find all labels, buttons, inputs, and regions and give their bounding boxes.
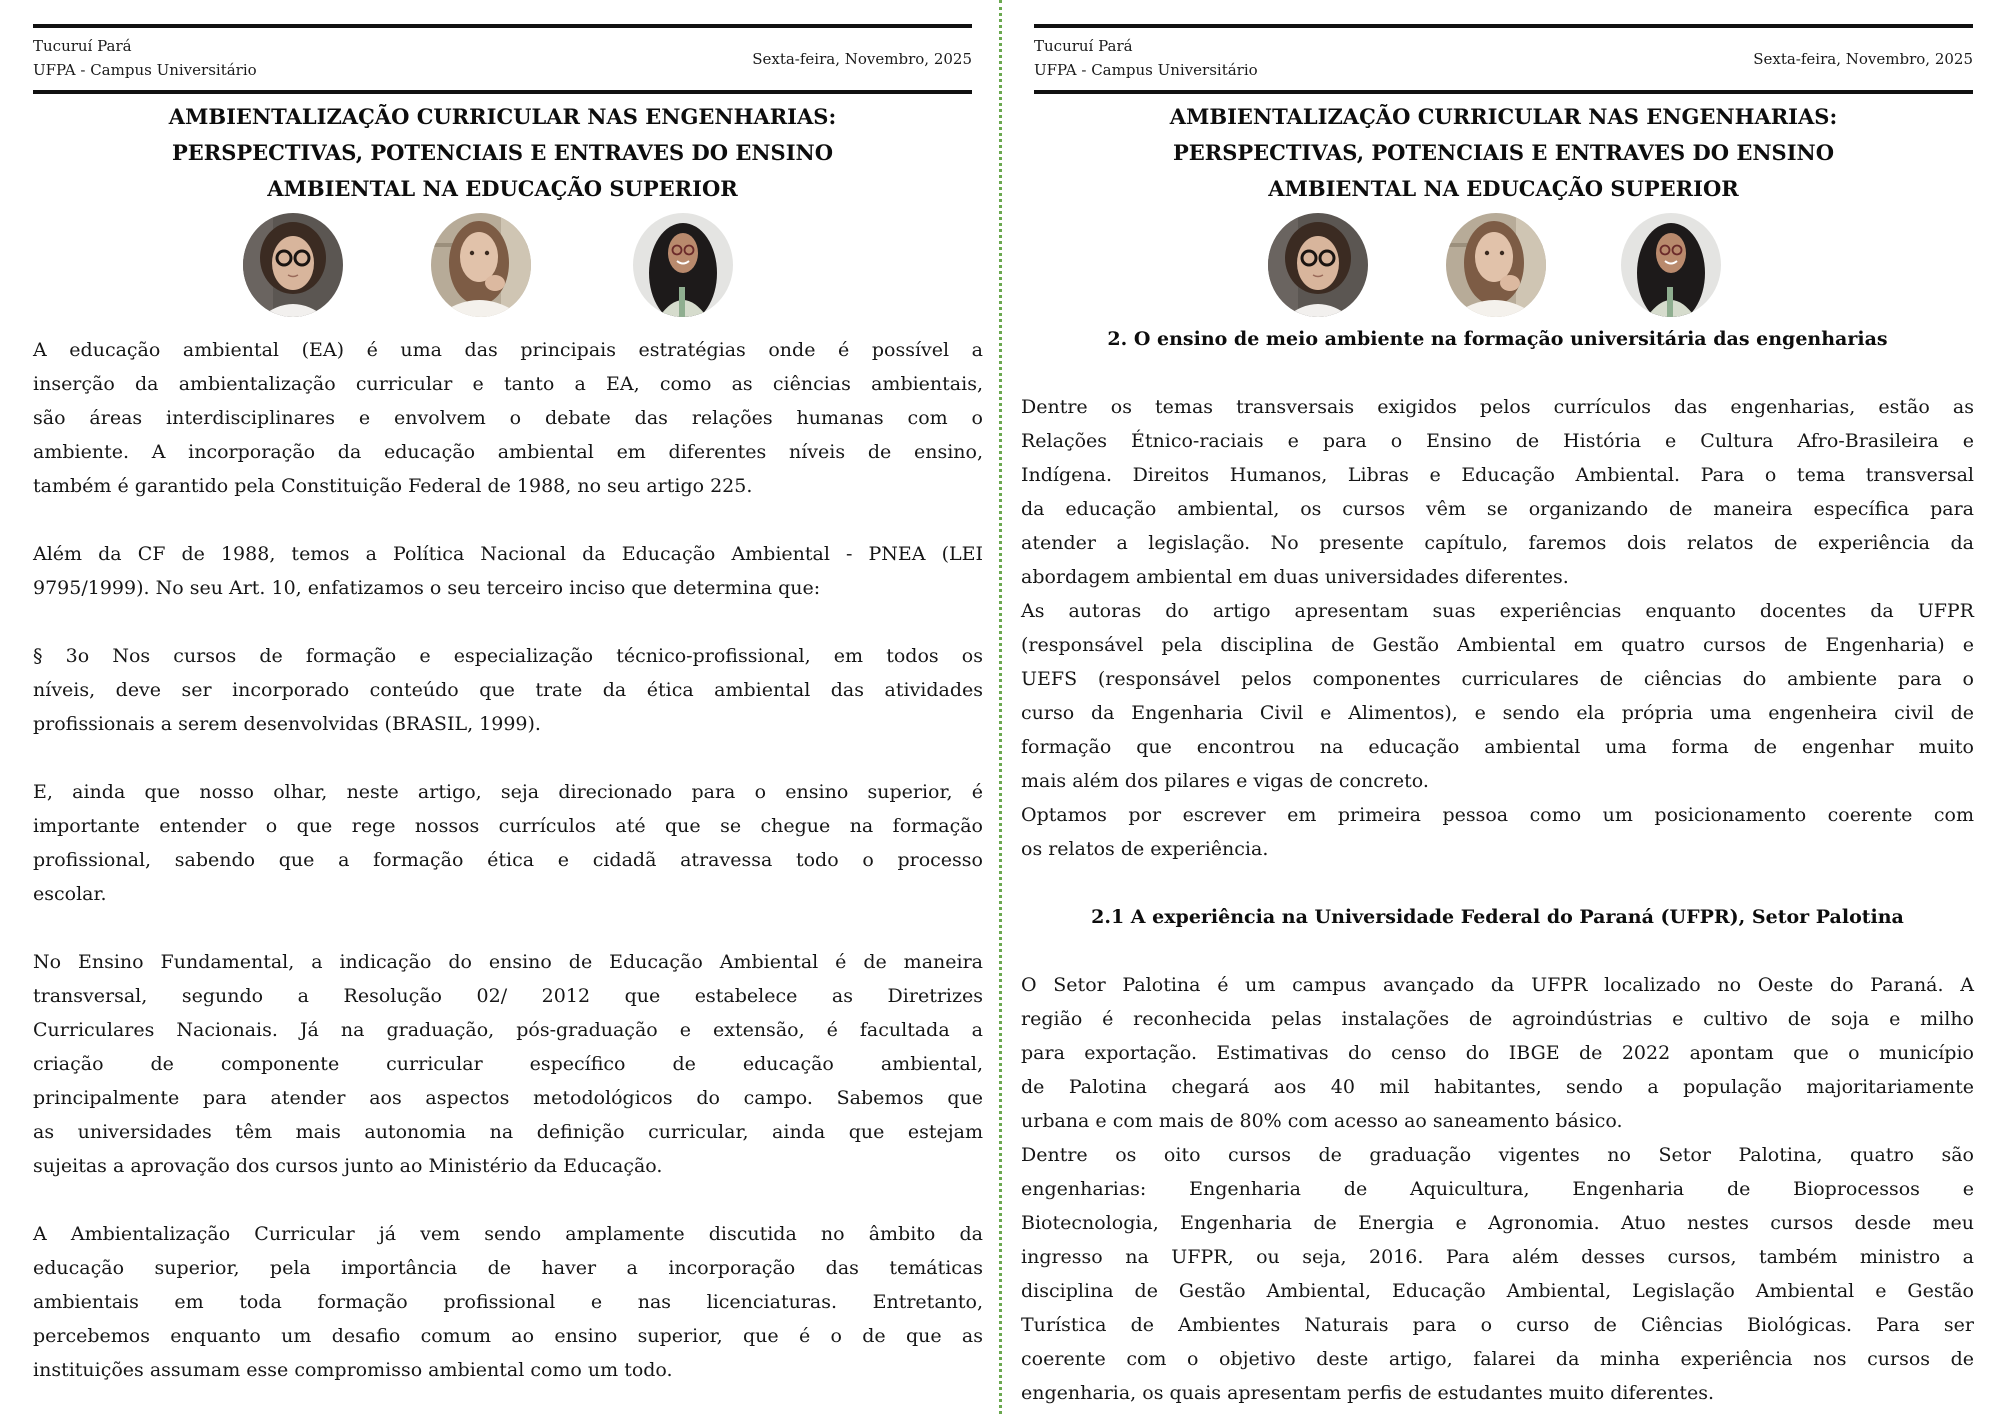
section-2-heading: 2. O ensino de meio ambiente na formação universitária das engenharias xyxy=(1107,328,1888,350)
text-line: profissional, sabendo que a formação ética e cidadã atravessa todo o processo xyxy=(33,849,983,871)
text-line: de Palotina chegará aos 40 mil habitantes, sendo a população majoritariamente xyxy=(1021,1076,1974,1098)
text-line: profissionais a serem desenvolvidas (BRASIL, 1999). xyxy=(33,713,541,735)
text-line: abordagem ambiental em duas universidades diferentes. xyxy=(1021,566,1569,588)
text-line: transversal, segundo a Resolução 02/ 2012 que estabelece as Diretrizes xyxy=(33,985,983,1007)
text-line: Dentre os oito cursos de graduação vigentes no Setor Palotina, quatro são xyxy=(1021,1144,1974,1166)
text-line: engenharia, os quais apresentam perfis de estudantes muito diferentes. xyxy=(1021,1382,1714,1404)
header-date: Sexta-feira, Novembro, 2025 xyxy=(752,50,972,68)
section-2-body xyxy=(1021,390,1974,866)
article-title xyxy=(1034,99,1973,207)
header-top-rule xyxy=(33,24,972,28)
text-line: Dentre os temas transversais exigidos pelos currículos das engenharias, estão as xyxy=(1021,396,1974,418)
text-line: No Ensino Fundamental, a indicação do ensino de Educação Ambiental é de maneira xyxy=(33,951,983,973)
header-date: Sexta-feira, Novembro, 2025 xyxy=(1753,50,1973,68)
header-top-rule xyxy=(1034,24,1973,28)
header-campus: UFPA - Campus Universitário xyxy=(33,61,257,79)
author-photo-3 xyxy=(1621,213,1721,317)
section-2-1-body xyxy=(1021,968,1974,1410)
text-line: Biotecnologia, Engenharia de Energia e Agronomia. Atuo nestes cursos desde meu xyxy=(1021,1212,1974,1234)
right-page xyxy=(1000,0,2000,1414)
text-line: coerente com o objetivo deste artigo, falarei da minha experiência nos cursos de xyxy=(1021,1348,1974,1370)
header-city: Tucuruí Pará xyxy=(1034,37,1133,55)
title-line: AMBIENTALIZAÇÃO CURRICULAR NAS ENGENHARIAS: xyxy=(168,104,837,129)
author-photo-2 xyxy=(1446,213,1546,317)
text-line: atender a legislação. No presente capítulo, faremos dois relatos de experiência da xyxy=(1021,532,1974,554)
paragraph xyxy=(1021,390,1974,594)
text-line: Turística de Ambientes Naturais para o curso de Ciências Biológicas. Para ser xyxy=(1021,1314,1974,1336)
text-line: as universidades têm mais autonomia na definição curricular, ainda que estejam xyxy=(33,1121,983,1143)
text-line: ingresso na UFPR, ou seja, 2016. Para além desses cursos, também ministro a xyxy=(1021,1246,1974,1268)
text-line: Relações Étnico-raciais e para o Ensino de História e Cultura Afro-Brasileira e xyxy=(1021,430,1974,452)
text-line: mais além dos pilares e vigas de concreto. xyxy=(1021,770,1429,792)
text-line: para exportação. Estimativas do censo do IBGE de 2022 apontam que o município xyxy=(1021,1042,1974,1064)
paragraph xyxy=(33,775,983,911)
author-photo-1 xyxy=(243,213,343,317)
text-line: O Setor Palotina é um campus avançado da UFPR localizado no Oeste do Paraná. A xyxy=(1021,974,1974,996)
paragraph xyxy=(33,537,983,605)
text-line: ambiente. A incorporação da educação ambiental em diferentes níveis de ensino, xyxy=(33,441,983,463)
text-line: são áreas interdisciplinares e envolvem o debate das relações humanas com o xyxy=(33,407,983,429)
author-photo-1 xyxy=(1268,213,1368,317)
text-line: E, ainda que nosso olhar, neste artigo, seja direcionado para o ensino superior, é xyxy=(33,781,983,803)
text-line: criação de componente curricular específico de educação ambiental, xyxy=(33,1053,983,1075)
paragraph xyxy=(33,945,983,1183)
text-line: curso da Engenharia Civil e Alimentos), e sendo ela própria uma engenheira civil de xyxy=(1021,702,1974,724)
text-line: níveis, deve ser incorporado conteúdo que trate da ética ambiental das atividades xyxy=(33,679,983,701)
text-line: 9795/1999). No seu Art. 10, enfatizamos o seu terceiro inciso que determina que: xyxy=(33,577,821,599)
header-campus: UFPA - Campus Universitário xyxy=(1034,61,1258,79)
text-line: § 3o Nos cursos de formação e especialização técnico-profissional, em todos os xyxy=(33,645,983,667)
header-bottom-rule xyxy=(1034,90,1973,94)
text-line: (responsável pela disciplina de Gestão Ambiental em quatro cursos de Engenharia) e xyxy=(1021,634,1974,656)
text-line: urbana e com mais de 80% com acesso ao saneamento básico. xyxy=(1021,1110,1623,1132)
text-line: percebemos enquanto um desafio comum ao ensino superior, que é o de que as xyxy=(33,1325,983,1347)
paragraph xyxy=(33,639,983,741)
title-line: AMBIENTAL NA EDUCAÇÃO SUPERIOR xyxy=(267,176,738,201)
text-line: A Ambientalização Curricular já vem sendo amplamente discutida no âmbito da xyxy=(33,1223,983,1245)
title-line: AMBIENTAL NA EDUCAÇÃO SUPERIOR xyxy=(1268,176,1739,201)
text-line: engenharias: Engenharia de Aquicultura, Engenharia de Bioprocessos e xyxy=(1021,1178,1974,1200)
text-line: Além da CF de 1988, temos a Política Nacional da Educação Ambiental - PNEA (LEI xyxy=(33,543,983,565)
text-line: inserção da ambientalização curricular e tanto a EA, como as ciências ambientais, xyxy=(33,373,983,395)
paragraph xyxy=(33,333,983,503)
text-line: As autoras do artigo apresentam suas experiências enquanto docentes da UFPR xyxy=(1021,600,1974,622)
header-location xyxy=(1034,34,1258,82)
paragraph xyxy=(33,1217,983,1387)
text-line: os relatos de experiência. xyxy=(1021,838,1269,860)
paragraph xyxy=(1021,968,1974,1138)
author-photo-2 xyxy=(431,213,531,317)
text-line: sujeitas a aprovação dos cursos junto ao Ministério da Educação. xyxy=(33,1155,663,1177)
paragraph xyxy=(1021,798,1974,866)
text-line: escolar. xyxy=(33,883,107,905)
text-line: Optamos por escrever em primeira pessoa como um posicionamento coerente com xyxy=(1021,804,1974,826)
header-bottom-rule xyxy=(33,90,972,94)
text-line: importante entender o que rege nossos currículos até que se chegue na formação xyxy=(33,815,983,837)
text-line: também é garantido pela Constituição Federal de 1988, no seu artigo 225. xyxy=(33,475,753,497)
text-line: formação que encontrou na educação ambiental uma forma de engenhar muito xyxy=(1021,736,1974,758)
header-location xyxy=(33,34,257,82)
header-city: Tucuruí Pará xyxy=(33,37,132,55)
text-line: principalmente para atender aos aspectos metodológicos do campo. Sabemos que xyxy=(33,1087,983,1109)
text-line: UEFS (responsável pelos componentes curriculares de ciências do ambiente para o xyxy=(1021,668,1974,690)
text-line: A educação ambiental (EA) é uma das principais estratégias onde é possível a xyxy=(33,339,983,361)
text-line: região é reconhecida pelas instalações de agroindústrias e cultivo de soja e milho xyxy=(1021,1008,1974,1030)
title-line: AMBIENTALIZAÇÃO CURRICULAR NAS ENGENHARIAS: xyxy=(1169,104,1838,129)
title-line: PERSPECTIVAS, POTENCIAIS E ENTRAVES DO ENSINO xyxy=(171,140,834,165)
left-article-body xyxy=(33,333,983,1387)
text-line: disciplina de Gestão Ambiental, Educação Ambiental, Legislação Ambiental e Gestão xyxy=(1021,1280,1974,1302)
text-line: Indígena. Direitos Humanos, Libras e Educação Ambiental. Para o tema transversal xyxy=(1021,464,1974,486)
text-line: educação superior, pela importância de haver a incorporação das temáticas xyxy=(33,1257,983,1279)
paragraph xyxy=(1021,594,1974,798)
text-line: instituições assumam esse compromisso ambiental como um todo. xyxy=(33,1359,673,1381)
author-photo-3 xyxy=(633,213,733,317)
text-line: ambientais em toda formação profissional e nas licenciaturas. Entretanto, xyxy=(33,1291,983,1313)
text-line: da educação ambiental, os cursos vêm se organizando de maneira específica para xyxy=(1021,498,1974,520)
text-line: Curriculares Nacionais. Já na graduação, pós-graduação e extensão, é facultada a xyxy=(33,1019,983,1041)
right-article-body xyxy=(1021,390,1974,1410)
title-line: PERSPECTIVAS, POTENCIAIS E ENTRAVES DO ENSINO xyxy=(1172,140,1835,165)
paragraph xyxy=(1021,1138,1974,1410)
section-2-1-heading: 2.1 A experiência na Universidade Federal do Paraná (UFPR), Setor Palotina xyxy=(1091,906,1904,928)
article-title xyxy=(33,99,972,207)
